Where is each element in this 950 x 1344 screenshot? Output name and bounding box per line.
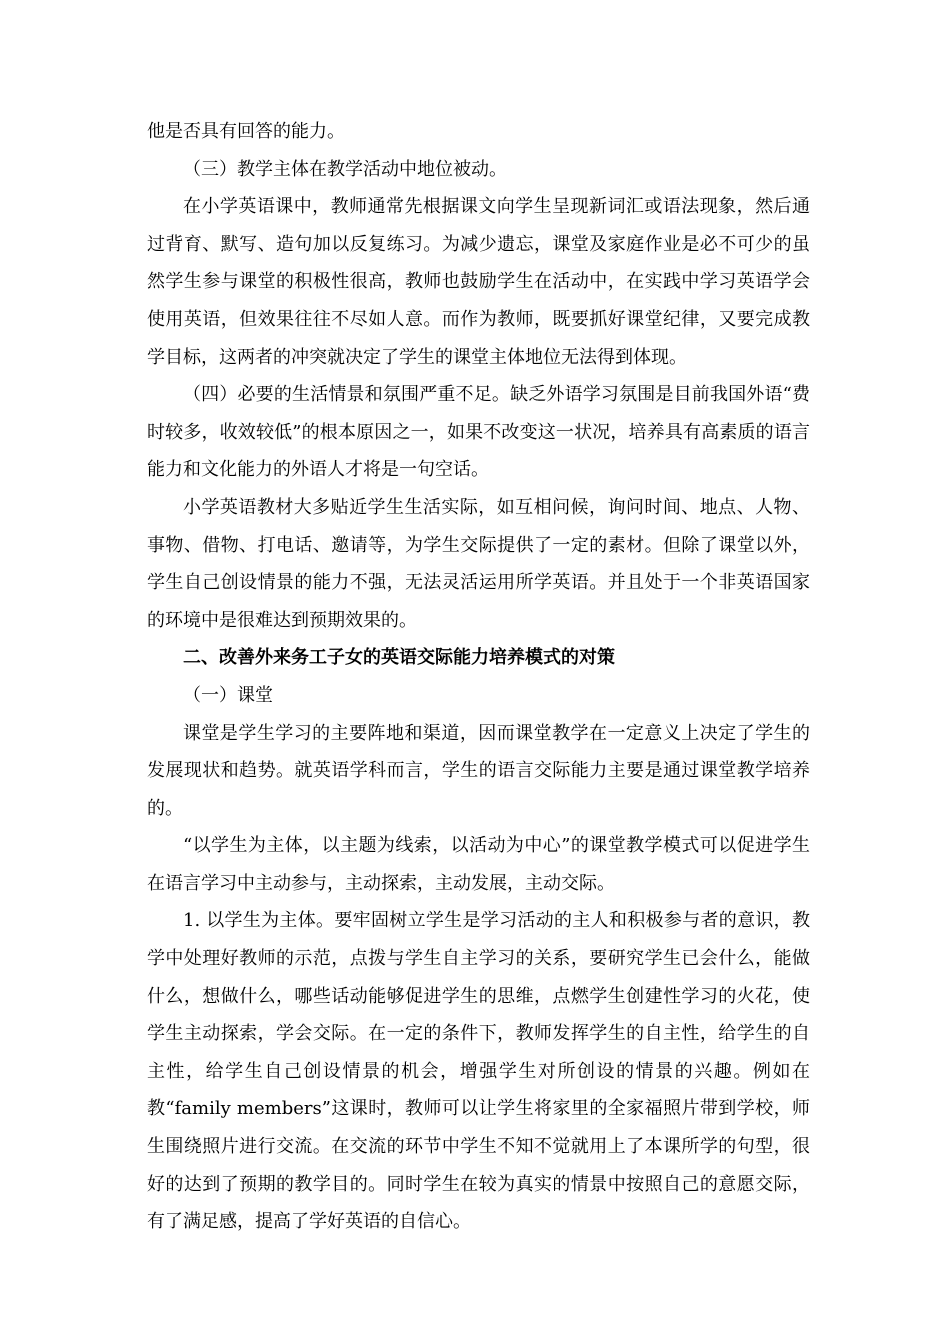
paragraph-classroom-practice: 在小学英语课中，教师通常先根据课文向学生呈现新词汇或语法现象，然后通过背育、默写、造句加以反复练习。为减少遗忘，课堂及家庭作业是必不可少的虽然学生参与课堂的积极性很高，教师也鼓励学生在活动中，在实践中学习英语学会使用英语，但效果往往不尽如人意。而作为教师，既要抓好课堂纪律，又要完成教学目标，这两者的冲突就决定了学生的课堂主体地位无法得到体现。 — [147, 196, 810, 368]
section-heading-strategies: 二、改善外来务工子女的英语交际能力培养模式的对策 — [183, 647, 615, 669]
paragraph-lacking-environment: （四）必要的生活情景和氛围严重不足。缺乏外语学习氛围是目前我国外语“费时较多，收效较低”的根本原因之一，如果不改变这一状况，培养具有高素质的语言能力和文化能力的外语人才将是一句空话。 — [147, 384, 810, 481]
paragraph-student-centered: 1. 以学生为主体。要牢固树立学生是学习活动的主人和积极参与者的意识，教学中处理好教师的示范，点拨与学生自主学习的关系，要研究学生已会什么，能做什么，想做什么，哪些话动能够促进学生的思维，点燃学生创建性学习的火花，使学生主动探索，学会交际。在一定的条件下，教师发挥学生的自主性，给学生的自主性，给学生自己创设情景的机会，增强学生对所创设的情景的兴趣。例如在教“family members”这课时，教师可以让学生将家里的全家福照片带到学校，师生围绕照片进行交流。在交流的环节中学生不知不觉就用上了本课所学的句型，很好的达到了预期的教学目的。同时学生在较为真实的情景中按照自己的意愿交际，有了满足感，提高了学好英语的自信心。 — [147, 910, 810, 1233]
subheading-passive-role: （三）教学主体在教学活动中地位被动。 — [183, 158, 507, 180]
paragraph-teaching-model: “以学生为主体，以主题为线索，以活动为中心”的课堂教学模式可以促进学生在语言学习中主动参与，主动探索，主动发展，主动交际。 — [147, 835, 810, 894]
document-page — [147, 113, 810, 1241]
paragraph-classroom-importance: 课堂是学生学习的主要阵地和渠道，因而课堂教学在一定意义上决定了学生的发展现状和趋势。就英语学科而言，学生的语言交际能力主要是通过课堂教学培养的。 — [147, 722, 810, 819]
paragraph-continuation: 他是否具有回答的能力。 — [147, 121, 345, 142]
subheading-classroom: （一）课堂 — [183, 684, 273, 706]
paragraph-textbook-content: 小学英语教材大多贴近学生生活实际，如互相问候，询问时间、地点、人物、事物、借物、打电话、邀请等，为学生交际提供了一定的素材。但除了课堂以外，学生自己创设情景的能力不强，无法灵活运用所学英语。并且处于一个非英语国家的环境中是很难达到预期效果的。 — [147, 496, 810, 631]
